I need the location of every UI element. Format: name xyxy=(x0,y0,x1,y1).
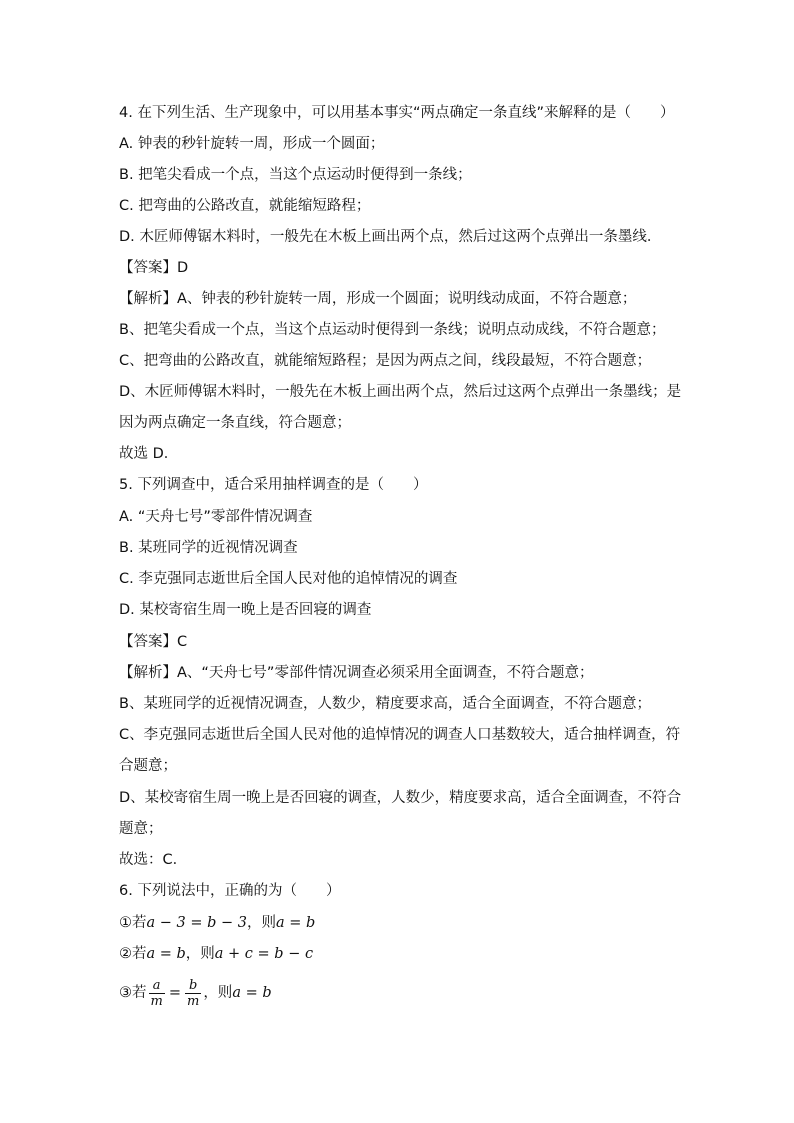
fraction-numerator: b xyxy=(185,978,201,994)
q5-option-b: B. 某班同学的近视情况调查 xyxy=(119,540,298,556)
q5-option-a: A. “天舟七号”零部件情况调查 xyxy=(119,509,313,525)
conclusion-equation: a + c = b − c xyxy=(214,946,314,962)
answer-value: D xyxy=(177,260,189,276)
item-prefix: ①若 xyxy=(119,915,147,931)
q4-option-d: D. 木匠师傅锯木料时，一般先在木板上画出两个点，然后过这两个点弹出一条墨线． xyxy=(119,229,662,245)
answer-label: 【答案】 xyxy=(119,260,177,276)
fraction-a-over-m xyxy=(149,978,165,1009)
q4-option-b: B. 把笔尖看成一个点，当这个点运动时便得到一条线； xyxy=(119,167,472,183)
q5-analysis-line-3: C、李克强同志逝世后全国人民对他的追悼情况的调查人口基数较大，适合抽样调查，符 xyxy=(119,727,681,743)
item-connector: ，则 xyxy=(185,946,215,962)
q4-analysis-line-4: D、木匠师傅锯木料时，一般先在木板上画出两个点，然后过这两个点弹出一条墨线；是 xyxy=(119,384,682,400)
item-connector: ，则 xyxy=(203,985,233,1001)
analysis-label: 【解析】 xyxy=(119,665,177,681)
q5-option-d: D. 某校寄宿生周一晚上是否回寝的调查 xyxy=(119,602,372,618)
answer-value: C xyxy=(177,634,188,650)
fraction-b-over-m xyxy=(185,978,201,1009)
q5-analysis-line-4: 合题意； xyxy=(119,758,177,774)
fraction-denominator: m xyxy=(186,993,200,1009)
q4-analysis-line-5: 因为两点确定一条直线，符合题意； xyxy=(119,415,351,431)
q5-option-c: C. 李克强同志逝世后全国人民对他的追悼情况的调查 xyxy=(119,571,458,587)
item-prefix: ③若 xyxy=(119,985,147,1001)
q5-analysis-line-5: D、某校寄宿生周一晚上是否回寝的调查，人数少，精度要求高，适合全面调查，不符合 xyxy=(119,790,682,806)
item-prefix: ②若 xyxy=(119,946,147,962)
fraction-numerator: a xyxy=(149,978,165,994)
conclusion-equation: a = b xyxy=(232,985,272,1001)
q5-analysis-line-1 xyxy=(119,663,754,683)
q5-answer xyxy=(119,632,754,652)
q4-stem: 4. 在下列生活、生产现象中，可以用基本事实“两点确定一条直线”来解释的是（ ） xyxy=(119,105,675,121)
q5-analysis-line-2: B、某班同学的近视情况调查，人数少，精度要求高，适合全面调查，不符合题意； xyxy=(119,696,651,712)
q6-item-2 xyxy=(119,944,754,964)
equals-sign: = xyxy=(168,985,181,1001)
q4-option-c: C. 把弯曲的公路改直，就能缩短路程； xyxy=(119,198,371,214)
q4-analysis-line-2: B、把笔尖看成一个点，当这个点运动时便得到一条线；说明点动成线，不符合题意； xyxy=(119,322,666,338)
condition-equation: a = b xyxy=(146,946,186,962)
q4-conclusion: 故选 D． xyxy=(119,446,179,462)
q5-stem: 5. 下列调查中，适合采用抽样调查的是（ ） xyxy=(119,477,428,493)
answer-label: 【答案】 xyxy=(119,634,177,650)
q6-item-3 xyxy=(119,976,754,1010)
conclusion-equation: a = b xyxy=(275,915,316,931)
q4-analysis-line-1 xyxy=(119,289,754,309)
analysis-text: A、“天舟七号”零部件情况调查必须采用全面调查，不符合题意； xyxy=(177,665,594,681)
q6-stem: 6. 下列说法中，正确的为（ ） xyxy=(119,883,341,899)
fraction-denominator: m xyxy=(150,993,163,1009)
q6-item-1 xyxy=(119,913,754,933)
item-connector: ，则 xyxy=(246,915,276,931)
q4-answer xyxy=(119,258,754,278)
q4-analysis-line-3: C、把弯曲的公路改直，就能缩短路程；是因为两点之间，线段最短，不符合题意； xyxy=(119,353,652,369)
condition-equation: a − 3 = b − 3 xyxy=(146,915,247,931)
analysis-label: 【解析】 xyxy=(119,291,177,307)
q4-option-a: A. 钟表的秒针旋转一周，形成一个圆面； xyxy=(119,136,385,152)
q5-conclusion: 故选：C． xyxy=(119,852,188,868)
q5-analysis-line-6: 题意； xyxy=(119,821,163,837)
analysis-text: A、钟表的秒针旋转一周，形成一个圆面；说明线动成面，不符合题意； xyxy=(177,291,637,307)
